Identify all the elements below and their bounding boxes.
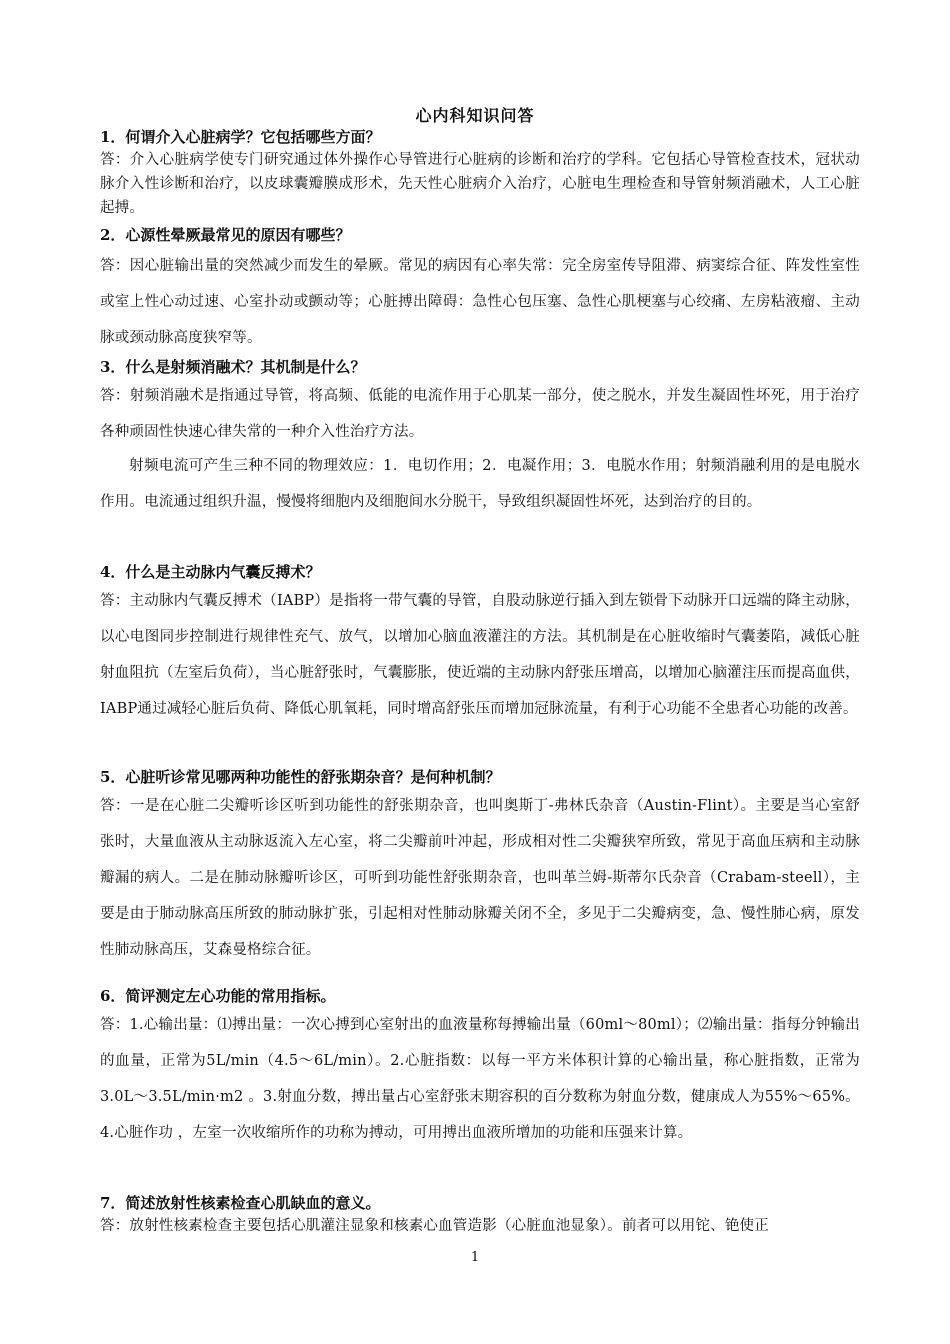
page-number: 1 bbox=[470, 1250, 480, 1265]
answer-5: 答：一是在心脏二尖瓣听诊区听到功能性的舒张期杂音，也叫奥斯丁-弗林氏杂音（Austin-Flint）。主要是当心室舒张时，大量血液从主动脉返流入左心室，将二尖瓣前叶冲起，形成相对性二尖瓣狭窄所致，常见于高血压病和主动脉瓣漏的病人。二是在肺动脉瓣听诊区，可听到功能性舒张期杂音，也叫革兰姆-斯蒂尔氏杂音（Crabam-steell），主要是由于肺动脉高压所致的肺动脉扩张，引起相对性肺动脉瓣关闭不全，多见于二尖瓣病变，急、慢性肺心病，原发性肺动脉高压，艾森曼格综合征。 bbox=[100, 798, 860, 958]
question-5: 5．心脏听诊常见哪两种功能性的舒张期杂音？是何种机制？ bbox=[100, 768, 501, 786]
answer-6: 答：1.心输出量：⑴搏出量：一次心搏到心室射出的血液量称每搏输出量（60ml～80ml）；⑵输出量：指每分钟输出的血量，正常为5L/min（4.5～6L/min）。2.心脏指数：以每一平方米体积计算的心输出量，称心脏指数，正常为3.0L～3.5L/min·m2 。3.射血分数，搏出量占心室舒张末期容积的百分数称为射血分数，健康成人为55%～65%。4.心脏作功 ，左室一次收缩所作的功称为搏动，可用搏出血液所增加的功能和压强来计算。 bbox=[100, 1017, 860, 1141]
answer-3-paragraph-2: 射频电流可产生三种不同的物理效应：1．电切作用；2．电凝作用；3．电脱水作用；射频消融利用的是电脱水作用。电流通过组织升温，慢慢将细胞内及细胞间水分脱干，导致组织凝固性坏死，达到治疗的目的。 bbox=[100, 458, 860, 510]
question-4: 4．什么是主动脉内气囊反搏术？ bbox=[100, 563, 321, 581]
answer-3: 答：射频消融术是指通过导管，将高频、低能的电流作用于心肌某一部分，使之脱水，并发生凝固性坏死，用于治疗各种顽固性快速心律失常的一种介入性治疗方法。 bbox=[100, 388, 860, 440]
answer-1: 答：介入心脏病学使专门研究通过体外操作心导管进行心脏病的诊断和治疗的学科。它包括心导管检查技术，冠状动脉介入性诊断和治疗，以皮球囊瓣膜成形术，先天性心脏病介入治疗，心脏电生理检查和导管射频消融术，人工心脏起搏。 bbox=[100, 152, 860, 216]
answer-7: 答：放射性核素检查主要包括心肌灌注显象和核素心血管造影（心脏血池显象）。前者可以用铊、铯使正 bbox=[100, 1218, 769, 1234]
answer-4: 答：主动脉内气囊反搏术（IABP）是指将一带气囊的导管，自股动脉逆行插入到左锁骨下动脉开口远端的降主动脉，以心电图同步控制进行规律性充气、放气，以增加心脑血液灌注的方法。其机制是在心脏收缩时气囊萎陷，减低心脏射血阻抗（左室后负荷），当心脏舒张时，气囊膨胀，使近端的主动脉内舒张压增高，以增加心脑灌注压而提高血供，IABP通过减轻心脏后负荷、降低心肌氧耗，同时增高舒张压而增加冠脉流量，有利于心功能不全患者心功能的改善。 bbox=[100, 593, 860, 717]
question-1: 1．何谓介入心脏病学？它包括哪些方面？ bbox=[100, 128, 381, 146]
answer-2: 答：因心脏输出量的突然减少而发生的晕厥。常见的病因有心率失常：完全房室传导阻滞、病窦综合征、阵发性室性或室上性心动过速、心室扑动或颤动等；心脏搏出障碍：急性心包压塞、急性心肌梗塞与心绞痛、左房粘液瘤、主动脉或颈动脉高度狭窄等。 bbox=[100, 258, 860, 346]
question-7: 7．简述放射性核素检查心肌缺血的意义。 bbox=[100, 1194, 381, 1212]
page-title: 心内科知识问答 bbox=[415, 106, 535, 125]
question-6: 6．简评测定左心功能的常用指标。 bbox=[100, 987, 336, 1005]
question-3: 3．什么是射频消融术？其机制是什么？ bbox=[100, 358, 366, 376]
question-2: 2．心源性晕厥最常见的原因有哪些？ bbox=[100, 226, 351, 244]
